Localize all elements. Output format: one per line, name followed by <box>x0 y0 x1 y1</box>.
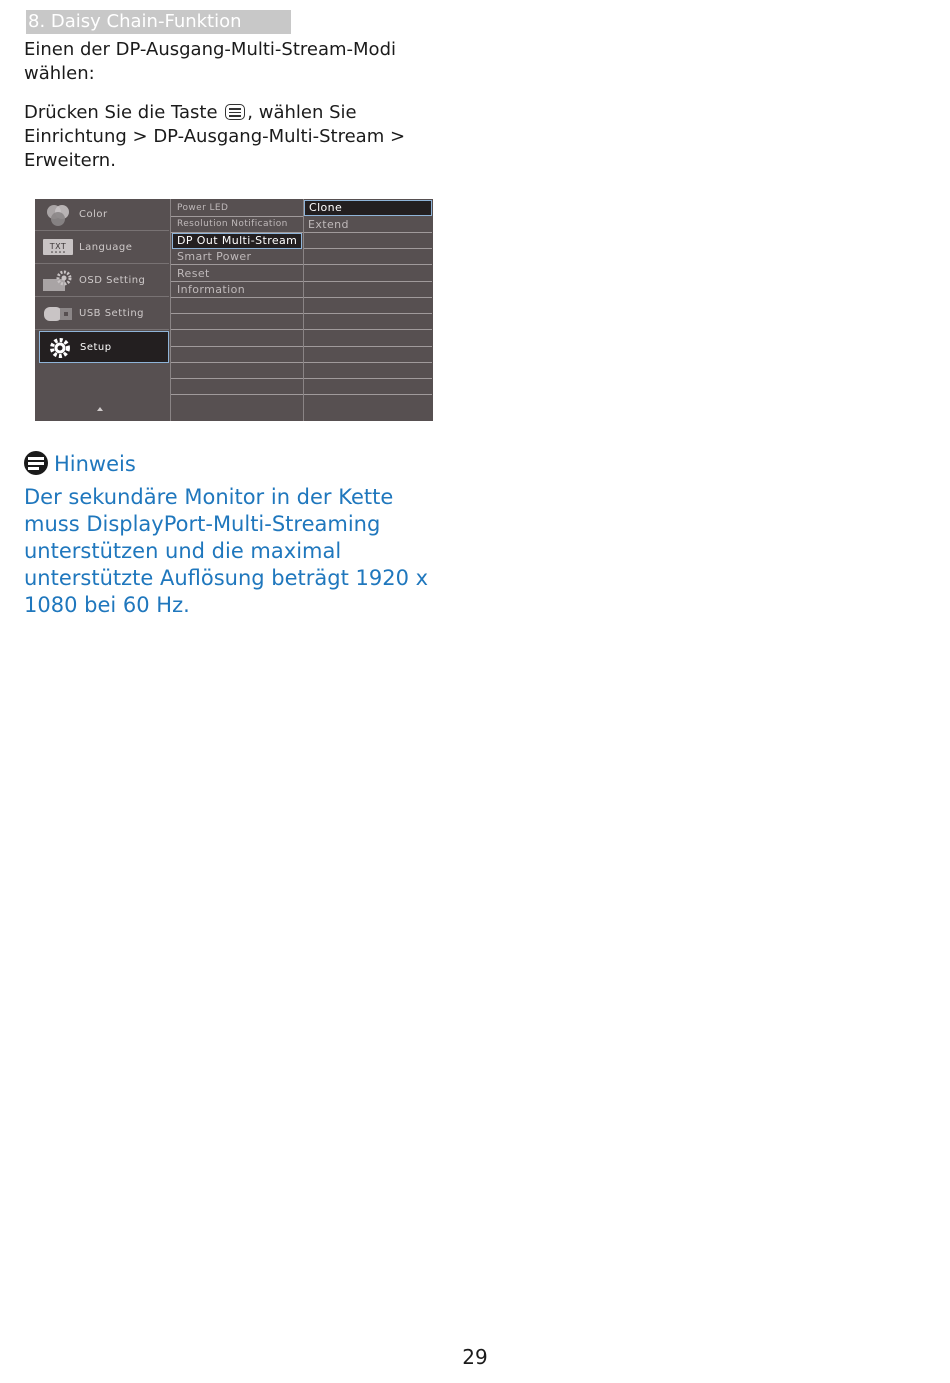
osd-option-empty-row <box>304 331 432 347</box>
osd-nav-setup: Setup <box>39 331 169 363</box>
osd-nav-usb-setting: USB Setting <box>35 298 169 330</box>
svg-text:TXT: TXT <box>49 242 67 251</box>
note-body: Der sekundäre Monitor in der Kette muss DisplayPort-Multi-Streaming unterstützen und die maximal unterstützte Auflösung beträgt 1920 x 1080 bei 60 Hz. <box>24 485 429 617</box>
osd-option-empty-row <box>304 282 432 298</box>
osd-sub-smart-power: Smart Power <box>171 249 303 265</box>
osd-option-empty-row <box>304 379 432 395</box>
note-heading <box>24 450 136 478</box>
osd-sub-empty-row <box>171 298 303 314</box>
note-title: Hinweis <box>54 452 136 476</box>
osd-sub-empty-row <box>171 314 303 330</box>
osd-main-menu <box>35 199 169 421</box>
menu-button-icon <box>225 104 245 120</box>
section-header: 8. Daisy Chain-Funktion <box>26 10 291 34</box>
color-icon <box>42 203 74 227</box>
osd-option-empty-row <box>304 249 432 265</box>
osd-option-empty-row <box>304 314 432 330</box>
note-icon <box>24 451 48 475</box>
intro-text: Einen der DP-Ausgang-Multi-Stream-Modi wählen: <box>24 39 396 84</box>
osd-sub-reset: Reset <box>171 266 303 282</box>
osd-nav-color: Color <box>35 199 169 231</box>
osd-sub-empty-row <box>171 363 303 379</box>
osd-option-empty-row <box>304 266 432 282</box>
osd-sub-empty-row <box>171 331 303 347</box>
osd-nav-osd-setting: OSD Setting <box>35 265 169 297</box>
osd-option-extend: Extend <box>304 217 432 233</box>
osd-sub-information: Information <box>171 282 303 298</box>
osd-sub-empty-row <box>171 347 303 363</box>
instruction-text <box>24 101 444 173</box>
osd-options <box>303 199 434 421</box>
osd-option-empty-row <box>304 298 432 314</box>
osd-setting-icon <box>42 269 74 293</box>
osd-sub-power-led: Power LED <box>171 201 303 217</box>
osd-submenu <box>170 199 303 421</box>
osd-option-empty-row <box>304 347 432 363</box>
scroll-up-arrow-icon <box>97 407 103 411</box>
osd-option-clone: Clone <box>304 200 432 216</box>
osd-menu-screenshot <box>35 199 433 421</box>
setup-gear-icon <box>44 336 76 360</box>
page-number: 29 <box>462 1345 488 1369</box>
instruction-after: , wählen Sie Einrichtung > DP-Ausgang-Multi-Stream > Erweitern. <box>24 102 406 171</box>
osd-sub-resolution-notification: Resolution Notification <box>171 217 303 233</box>
language-icon <box>42 236 74 260</box>
usb-setting-icon <box>42 302 74 326</box>
osd-option-empty-row <box>304 363 432 379</box>
osd-option-empty-row <box>304 233 432 249</box>
osd-sub-dp-out-multi-stream: DP Out Multi-Stream <box>172 233 302 249</box>
osd-sub-empty-row <box>171 379 303 395</box>
osd-nav-language: TXT Language <box>35 232 169 264</box>
instruction-before: Drücken Sie die Taste <box>24 102 218 123</box>
